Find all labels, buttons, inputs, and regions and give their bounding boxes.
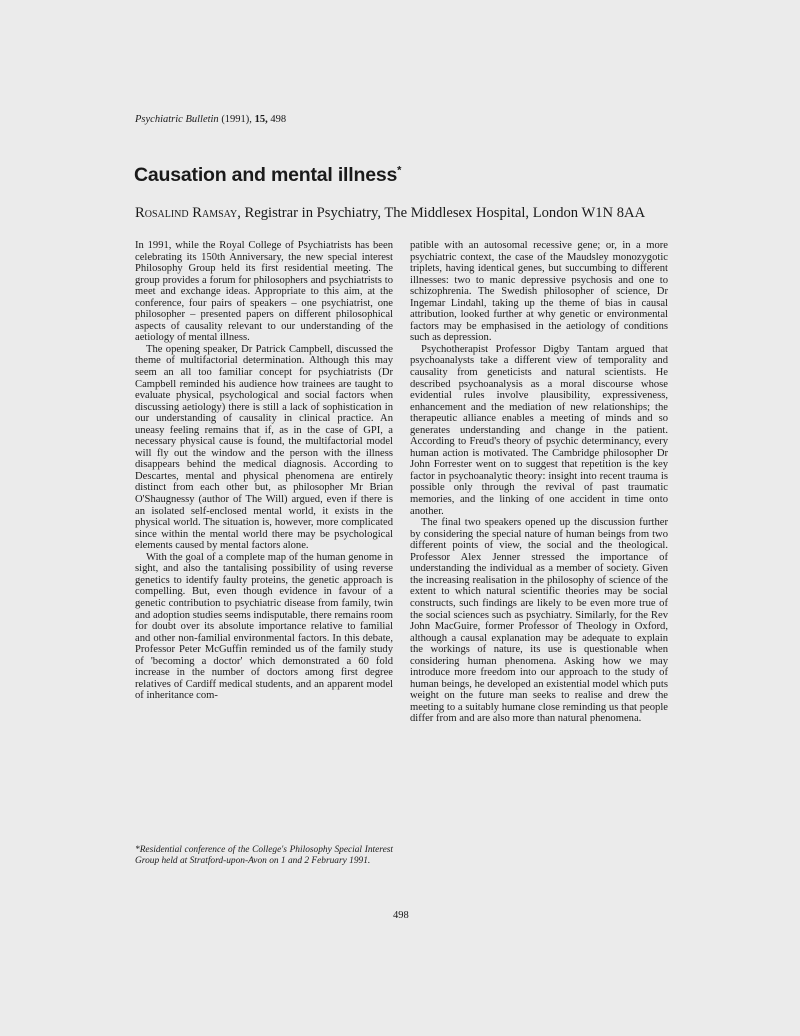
paragraph: The final two speakers opened up the discussion further by considering the special nature of human beings from two different points of view, the social and the theological. Professor Alex Jenner stressed the importance of understanding the individual as a member of society. Given the increasing realisation in the philosophy of science of the extent to which natural scientific theories may be social constructs, such findings are likely to be even more true of the social sciences such as psychiatry. Similarly, for the Rev John MacGuire, former Professor of Theology in Oxford, although a causal explanation may be adequate to explain the workings of nature, its use is questionable when considering human phenomena. Asking how we may introduce more freedom into our approach to the study of human beings, he developed an existential model which puts weight on the future man seeks to realise and drew the meeting to a suitably humane close reminding us that people differ from and are also more than natural phenomena. bbox=[410, 517, 668, 725]
author-name: Rosalind Ramsay, bbox=[135, 205, 241, 221]
left-column bbox=[135, 240, 393, 702]
paragraph: In 1991, while the Royal College of Psychiatrists has been celebrating its 150th Anniversary, the new special interest Philosophy Group held its first residential meeting. The group provides a forum for philosophers and psychiatrists to meet and exchange ideas. Appropriate to this aim, at the conference, four pairs of speakers – one psychiatrist, one philosopher – presented papers on different philosophical aspects of causality relevant to our understanding of the aetiology of mental illness. bbox=[135, 240, 393, 344]
journal-page: 498 bbox=[270, 114, 287, 125]
article-title bbox=[134, 164, 401, 187]
journal-reference bbox=[135, 114, 286, 125]
journal-year: (1991), bbox=[221, 114, 252, 125]
article-title-text: Causation and mental illness bbox=[134, 164, 398, 186]
journal-name: Psychiatric Bulletin bbox=[135, 114, 219, 125]
author-affiliation: Registrar in Psychiatry, The Middlesex Hospital, London W1N 8AA bbox=[244, 205, 646, 221]
paragraph: The opening speaker, Dr Patrick Campbell, discussed the theme of multifactorial determination. Although this may seem an all too familiar concept for psychiatrists (Dr Campbell reminded his audience how trainees are taught to evaluate physical, psychological and social factors when discussing aetiology) there is still a lack of sophistication in our understanding of causality in clinical practice. An uneasy feeling remains that if, as in the case of GPI, a necessary physical cause is found, the multifactorial model will fly out the window and the person with the illness disappears behind the medical diagnosis. According to Descartes, mental and physical phenomena are entirely distinct from each other but, as philosopher Mr Brian O'Shaugnessy (author of The Will) argued, even if there is an isolated self-enclosed mental world, it exists in the physical world. The situation is, however, more complicated since within the mental world there may be psychological elements caused by mental factors alone. bbox=[135, 343, 393, 552]
paragraph: With the goal of a complete map of the human genome in sight, and also the tantalising possibility of using reverse genetics to identify faulty proteins, the genetic approach is compelling. But, even though evidence in favour of a genetic contribution to psychiatric disease from family, twin and adoption studies seems indisputable, there remains room for doubt over its absolute importance relative to familial and other non-familial environmental factors. In this debate, Professor Peter McGuffin reminded us of the family study of 'becoming a doctor' which demonstrated a 60 fold increase in the number of doctors among first degree relatives of Cardiff medical students, and an apparent model of inheritance com- bbox=[135, 551, 393, 702]
paragraph: patible with an autosomal recessive gene; or, in a more psychiatric context, the case of the Maudsley monozygotic triplets, having identical genes, but succumbing to different illnesses: two to manic depressive psychosis and one to schizophrenia. The Swedish philosopher of science, Dr Ingemar Lindahl, taking up the theme of bias in causal attribution, looked further at why genetic or environmental factors may be emphasised in the aetiology of conditions such as depression. bbox=[410, 240, 668, 344]
author-byline bbox=[135, 205, 645, 222]
paragraph: Psychotherapist Professor Digby Tantam argued that psychoanalysts take a different view of temporality and causality from geneticists and natural scientists. He described psychoanalysis as a moral discourse whose evidential rules involve plausibility, expressiveness, enhancement and the mediation of new relationships; the therapeutic alliance enables a meeting of minds and so generates understanding and change in the patient. According to Freud's theory of psychic determinancy, every human action is motivated. The Cambridge philosopher Dr John Forrester went on to suggest that repetition is the key factor in psychoanalytic theory: insight into recent trauma is possible only through the revival of past traumatic memories, and the linking of one accident in time onto another. bbox=[410, 343, 668, 517]
journal-volume: 15, bbox=[254, 114, 268, 125]
page-number: 498 bbox=[393, 910, 409, 921]
right-column bbox=[410, 240, 668, 725]
footnote: *Residential conference of the College's Philosophy Special Interest Group held at Stratford-upon-Avon on 1 and 2 February 1991. bbox=[135, 845, 393, 866]
footnote-marker: * bbox=[397, 164, 402, 177]
